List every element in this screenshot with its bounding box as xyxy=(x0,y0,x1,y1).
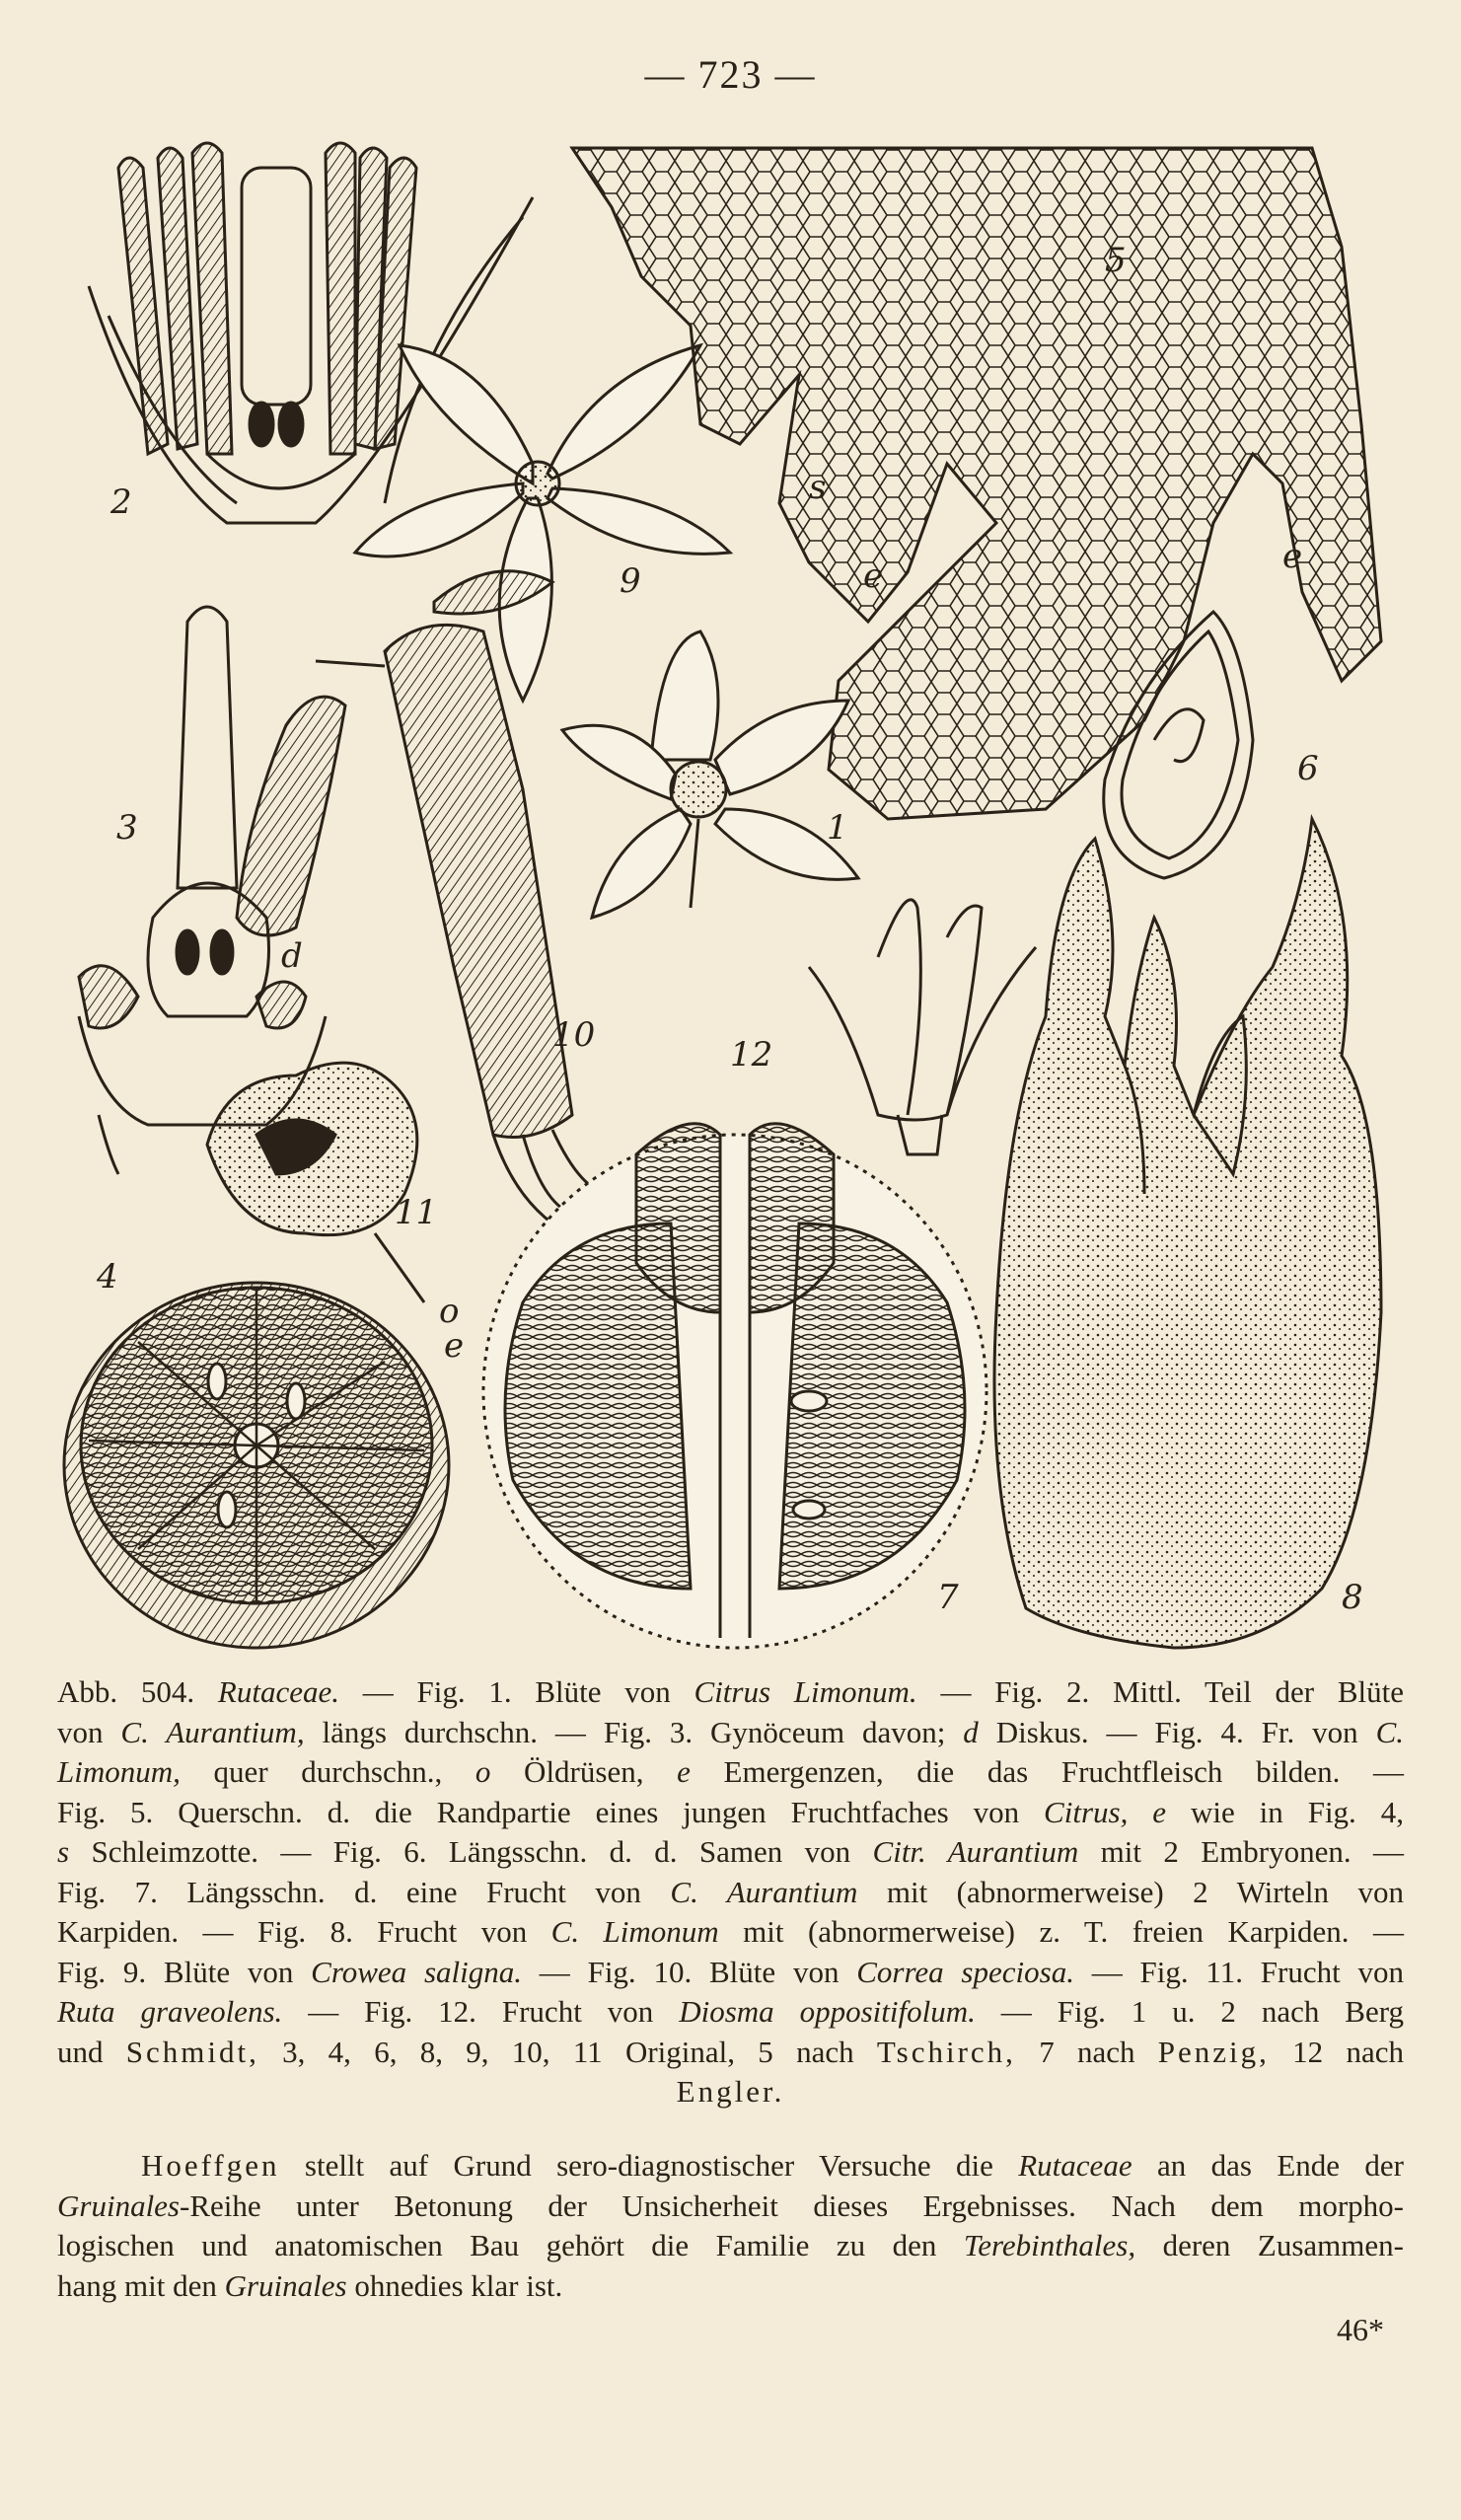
body-line xyxy=(57,2266,1404,2307)
caption-text: — Fig. 1. Blüte von xyxy=(338,1674,694,1709)
caption-line xyxy=(57,1912,1404,1953)
caption-taxon: Citr. Aurantium xyxy=(872,1834,1079,1869)
emergence-label-e: e xyxy=(444,1326,465,1366)
caption-text: — Fig. 10. Blüte von xyxy=(522,1954,857,1989)
page-number: — 723 — xyxy=(644,52,817,97)
caption-author: Penzig, xyxy=(1157,2034,1270,2069)
caption-text: — Fig. 12. Frucht von xyxy=(282,1994,680,2029)
caption-text: wie in Fig. 4, xyxy=(1166,1794,1404,1829)
caption-text: — Fig. 11. Frucht von xyxy=(1073,1954,1405,1989)
caption-taxon: C. Aurantium xyxy=(670,1874,858,1909)
body-paragraph xyxy=(57,2146,1404,2306)
figure-plate xyxy=(59,128,1411,1668)
caption-line xyxy=(57,2033,1404,2073)
fig-label-7: 7 xyxy=(937,1578,959,1617)
caption-taxon: Ruta graveolens. xyxy=(57,1994,283,2029)
caption-symbol: o xyxy=(475,1754,491,1789)
fig-label-6: 6 xyxy=(1297,749,1319,788)
diskus-label-d: d xyxy=(281,936,303,976)
caption-author: Engler. xyxy=(676,2074,785,2109)
fig-11-fruit xyxy=(207,1063,424,1302)
fig-label-11: 11 xyxy=(395,1193,438,1232)
caption-text: mit 2 Embryonen. — xyxy=(1078,1834,1404,1869)
body-text: ohnedies klar ist. xyxy=(346,2267,563,2303)
caption-text: — Fig. 1 u. 2 nach Berg xyxy=(975,1994,1404,2029)
caption-text: längs durchschn. — Fig. 3. Gynöceum davon; xyxy=(304,1714,964,1749)
fig-7-fruit-section xyxy=(483,1124,986,1648)
fig-label-8: 8 xyxy=(1342,1578,1363,1617)
signature-mark: 46* xyxy=(1337,2312,1384,2347)
fig-1-flower xyxy=(562,631,858,918)
caption-line xyxy=(57,1752,1404,1793)
caption-text: Emergenzen, die das Fruchtfleisch bilden. — xyxy=(690,1754,1404,1789)
caption-text: Diskus. — Fig. 4. Fr. von xyxy=(978,1714,1376,1749)
body-taxon: Gruinales xyxy=(224,2267,347,2303)
body-author: Hoeffgen xyxy=(141,2148,280,2183)
caption-taxon: C. Limonum xyxy=(550,1914,719,1949)
caption-taxon: C. Aurantium, xyxy=(120,1714,305,1749)
caption-text: Karpiden. — Fig. 8. Frucht von xyxy=(57,1914,551,1949)
caption-text: quer durchschn., xyxy=(180,1754,475,1789)
caption-taxon: Diosma oppositifolum. xyxy=(679,1994,976,2029)
caption-line xyxy=(57,1672,1404,1713)
caption-taxon: Crowea saligna. xyxy=(311,1954,523,1989)
caption-text: Fig. 7. Längsschn. d. eine Frucht von xyxy=(57,1874,671,1909)
fig-2-flower-section xyxy=(89,143,533,523)
caption-taxon: Correa speciosa. xyxy=(856,1954,1074,1989)
tissue-label-e-right: e xyxy=(1282,537,1303,576)
caption-text: 7 nach xyxy=(1015,2034,1158,2069)
caption-line xyxy=(57,1793,1404,1833)
fig-label-4: 4 xyxy=(97,1257,118,1297)
caption-text: 12 nach xyxy=(1269,2034,1404,2069)
caption-text: mit (abnormerweise) z. T. freien Karpiden. — xyxy=(718,1914,1404,1949)
caption-symbol: e xyxy=(677,1754,691,1789)
oil-gland-label-o: o xyxy=(439,1292,460,1331)
caption-author: Tschirch, xyxy=(876,2034,1016,2069)
caption-line xyxy=(57,1832,1404,1873)
body-taxon: Gruinales xyxy=(57,2187,180,2223)
caption-line xyxy=(57,2072,1404,2112)
caption-taxon: Rutaceae. xyxy=(217,1674,339,1709)
caption-text: 3, 4, 6, 8, 9, 10, 11 Original, 5 nach xyxy=(258,2034,877,2069)
fig-label-3: 3 xyxy=(116,808,138,848)
caption-text: — Fig. 2. Mittl. Teil der Blüte xyxy=(916,1674,1405,1709)
body-text: deren Zusammen- xyxy=(1135,2228,1404,2262)
body-line xyxy=(57,2226,1404,2266)
caption-text: Fig. 5. Querschn. d. die Randpartie eines jungen Fruchtfaches von xyxy=(57,1794,1045,1829)
fig-label-5: 5 xyxy=(1105,241,1127,280)
fig-8-fruit xyxy=(994,819,1381,1648)
caption-symbol: e xyxy=(1152,1794,1167,1829)
fig-4-cross-section xyxy=(64,1283,449,1648)
figure-caption xyxy=(57,1672,1404,2112)
caption-text: von xyxy=(57,1714,121,1749)
tissue-label-s: s xyxy=(809,468,827,507)
caption-line xyxy=(57,1713,1404,1753)
caption-text: Fig. 9. Blüte von xyxy=(57,1954,312,1989)
fig-label-12: 12 xyxy=(730,1035,773,1075)
body-text: an das Ende der xyxy=(1132,2148,1404,2183)
body-text: stellt auf Grund sero-diagnostischer Versuche die xyxy=(279,2148,1019,2183)
caption-text: Abb. 504. xyxy=(57,1674,218,1709)
body-line xyxy=(57,2146,1404,2186)
caption-line xyxy=(57,1953,1404,1993)
caption-author: Schmidt, xyxy=(125,2034,259,2069)
body-taxon: Terebinthales, xyxy=(963,2228,1136,2262)
body-text: logischen und anatomischen Bau gehört die Familie zu den xyxy=(57,2228,964,2262)
caption-text: Schleimzotte. — Fig. 6. Längsschn. d. d. Samen von xyxy=(69,1834,873,1869)
fig-12-fruit xyxy=(809,900,1036,1154)
caption-line xyxy=(57,1992,1404,2033)
body-text: hang mit den xyxy=(57,2267,225,2303)
body-taxon: Rutaceae xyxy=(1018,2148,1132,2183)
caption-symbol: s xyxy=(57,1834,70,1869)
fig-label-1: 1 xyxy=(827,808,848,848)
caption-taxon: Citrus Limonum. xyxy=(694,1674,917,1709)
tissue-label-e-left: e xyxy=(863,556,884,596)
caption-text: und xyxy=(57,2034,126,2069)
body-text: -Reihe unter Betonung der Unsicherheit dieses Ergebnisses. Nach dem morpho- xyxy=(180,2187,1404,2223)
fig-label-10: 10 xyxy=(552,1015,596,1055)
caption-text xyxy=(1128,1795,1152,1829)
fig-label-9: 9 xyxy=(620,561,641,601)
caption-symbol: d xyxy=(963,1714,979,1749)
fig-label-2: 2 xyxy=(110,482,132,522)
caption-taxon: Limonum, xyxy=(57,1754,181,1789)
caption-taxon: Citrus, xyxy=(1044,1794,1129,1829)
caption-line xyxy=(57,1873,1404,1913)
caption-text: Öldrüsen, xyxy=(490,1754,678,1789)
caption-taxon: C. xyxy=(1375,1714,1404,1749)
caption-text: mit (abnormerweise) 2 Wirteln von xyxy=(857,1874,1404,1909)
body-line xyxy=(57,2186,1404,2227)
